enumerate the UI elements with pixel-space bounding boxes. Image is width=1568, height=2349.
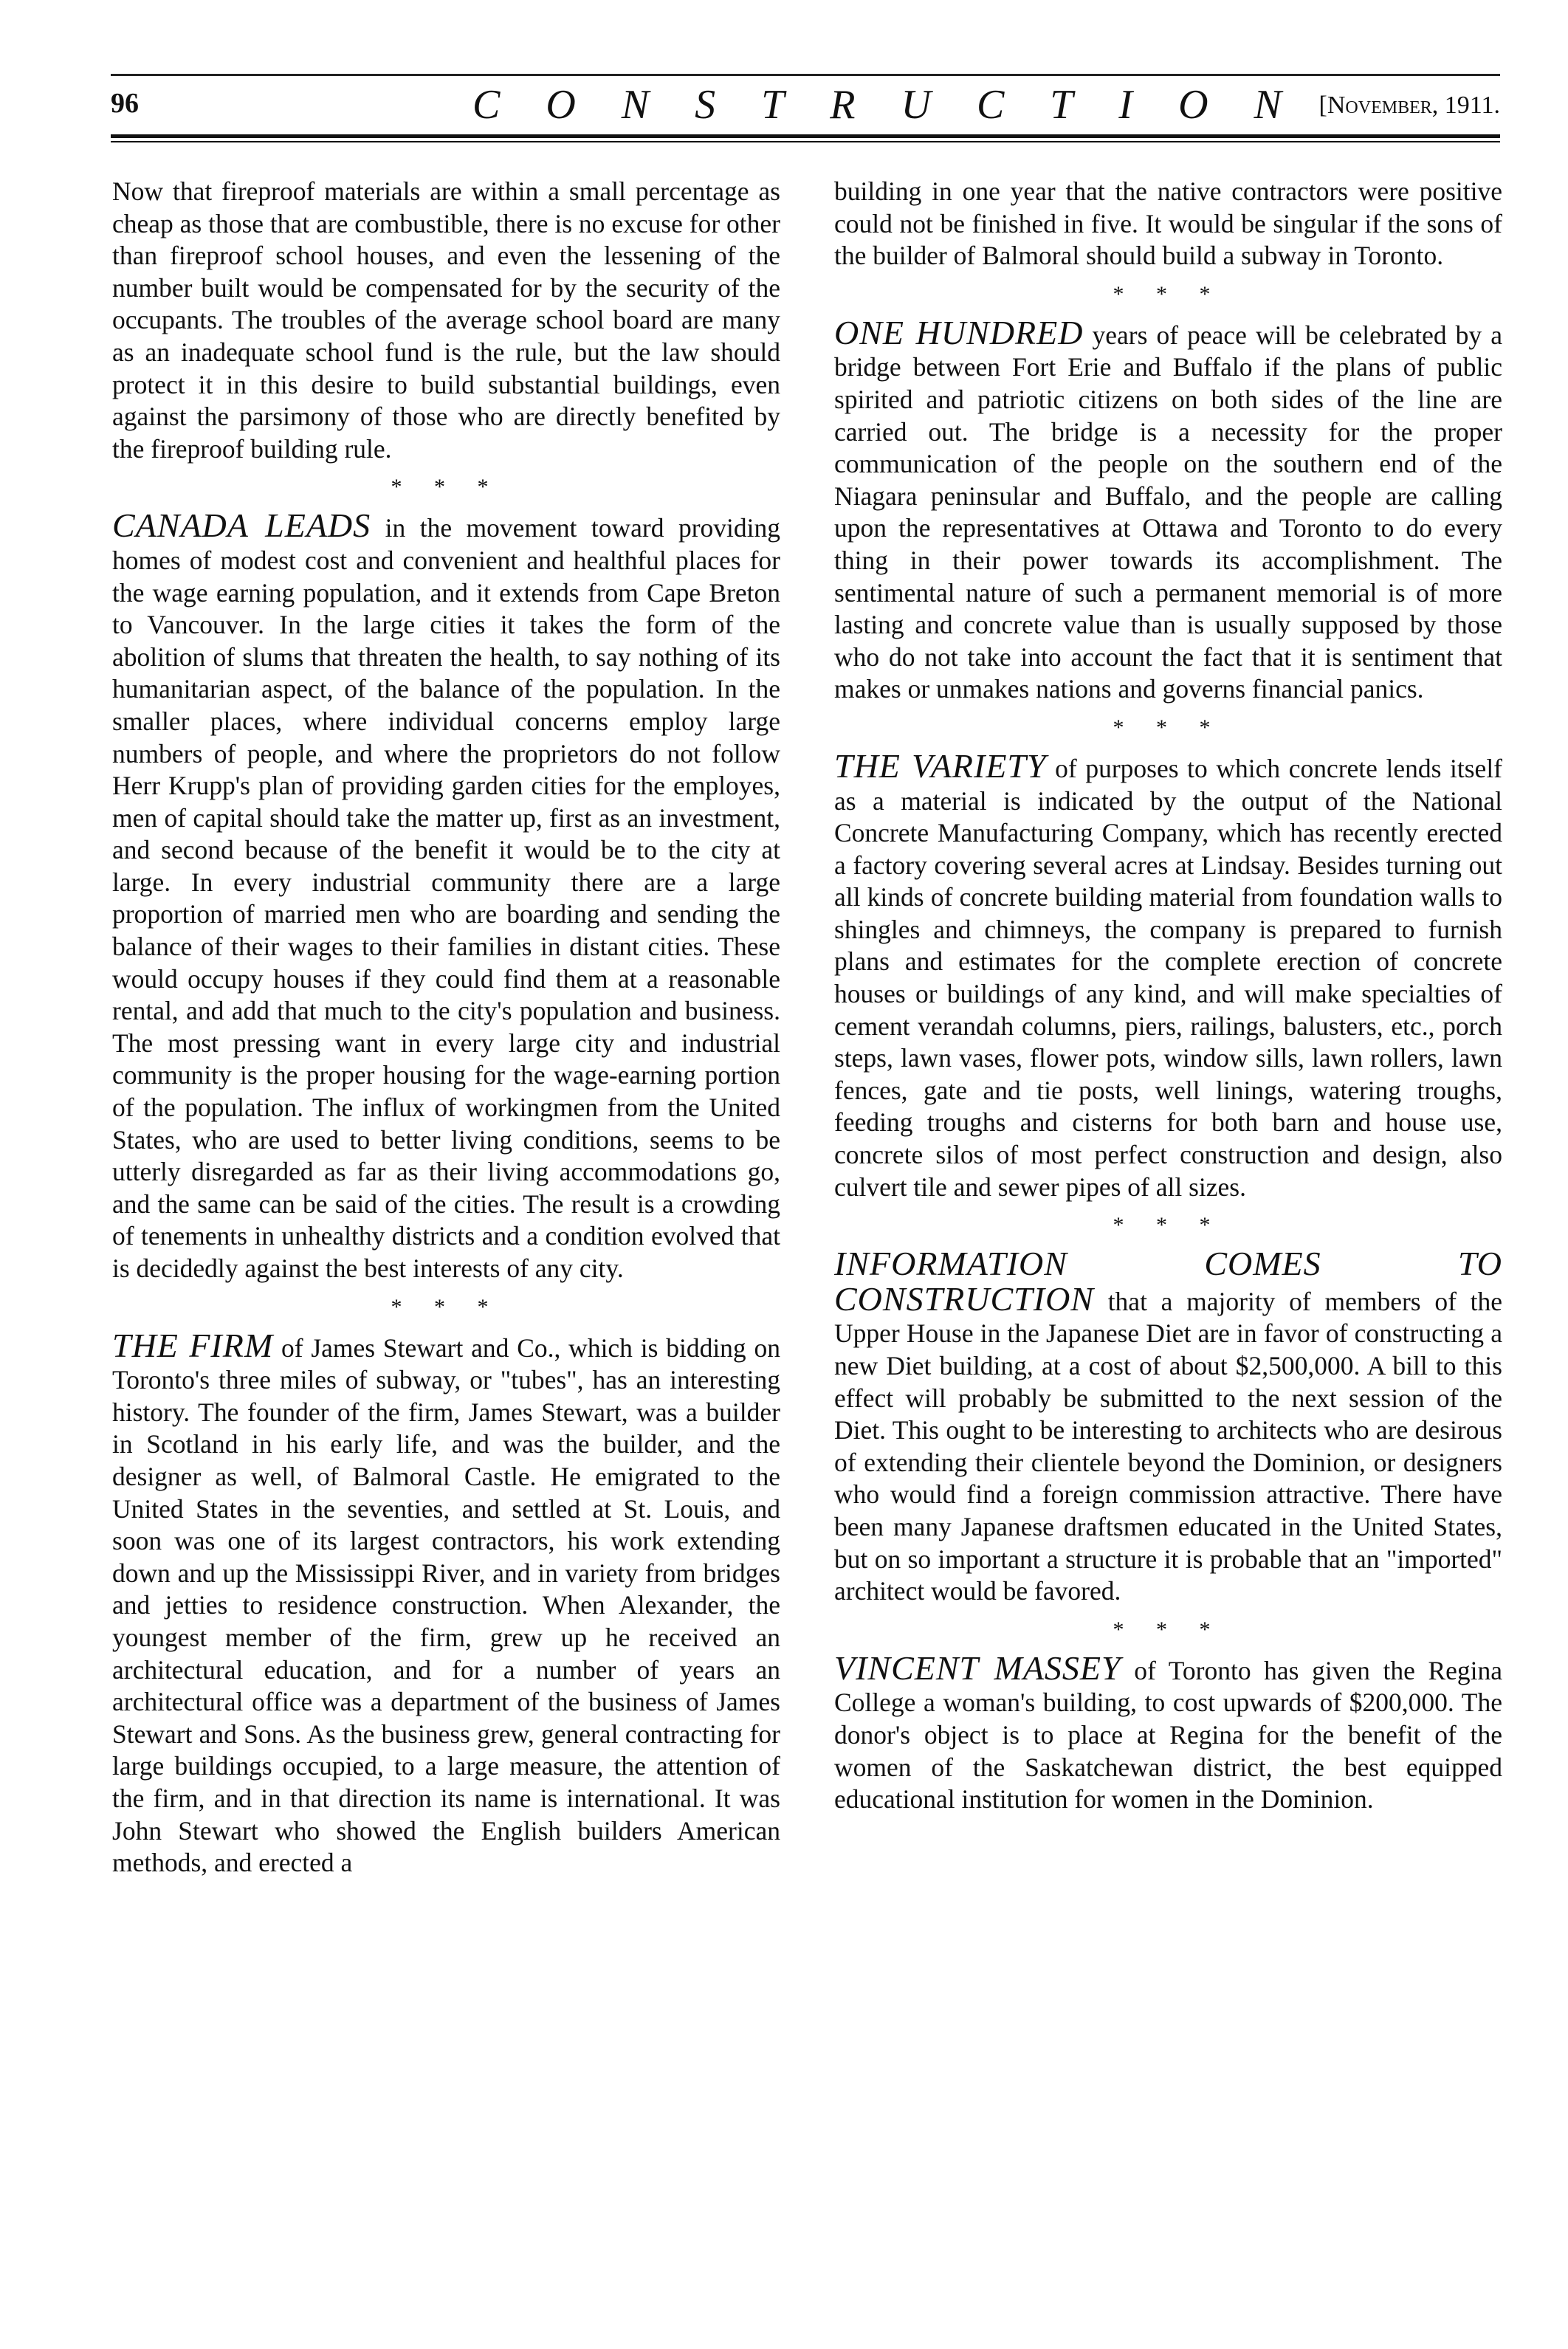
article-canada-leads <box>112 506 780 1284</box>
article-the-firm-continued: building in one year that the native contractors were positive could not be finished in five. It would be singular if the sons of the builder of Balmoral should build a subway in Toronto. <box>834 176 1502 271</box>
header-rule-bottom <box>111 134 1500 138</box>
article-lead: VINCENT MASSEY <box>834 1648 1121 1687</box>
section-separator: * * * <box>391 475 502 500</box>
header-rule-bottom-thin <box>111 141 1500 142</box>
article-body: of Toronto has given the Regina College a woman's building, to cost upwards of $200,000. The donor's object is to place at Regina for the benefit of the women of the Saskatchewan district, the best equipped educational institution for women in the Dominion. <box>834 1655 1503 1815</box>
article-vincent-massey <box>834 1648 1503 1816</box>
running-header <box>111 81 1500 127</box>
header-rule-top <box>111 74 1500 76</box>
article-body: in the movement toward providing homes of modest cost and convenient and healthful places for the wage earning population, and it extends from Cape Breton to Vancouver. In the large cities it takes the form of the abolition of slums that threaten the health, to say nothing of its humanitarian aspect, of the balance of the population. In the smaller places, where individual concerns employ large numbers of people, and where the proprietors do not follow Herr Krupp's plan of providing garden cities for the employes, men of capital should take the matter up, first as an investment, and second because of the benefit it would be to the city at large. In every industrial community there are a large proportion of married men who are boarding and sending the balance of their wages to their families in distant cities. These would occupy houses if they could find them at a reasonable rental, and add that much to the city's population and business. The most pressing want in every large city and industrial community is the proper housing for the wage-earning portion of the population. The influx of workingmen from the United States, who are used to better living conditions, seems to be utterly disregarded as far as their living accommodations go, and the same can be said of the cities. The result is a crowding of tenements in unhealthy districts and a condition evolved that is decidedly against the best interests of any city. <box>112 513 780 1283</box>
right-column <box>834 176 1502 1816</box>
article-body: years of peace will be celebrated by a bridge between Fort Erie and Buffalo if the plans of public spirited and patriotic citizens on both sides of the line are carried out. The bridge is a necessity for the proper communication of the people on the southern end of the Niagara peninsular and Buffalo, and the people are calling upon the representatives at Ottawa and Toronto to do every thing in their power towards its accomplishment. The sentimental nature of such a permanent memorial is of more lasting and concrete value than is usually supposed by those who do not take into account the fact that it is sentiment that makes or unmakes nations and governs financial panics. <box>834 320 1502 704</box>
article-fireproof-schools: Now that fireproof materials are within a small percentage as cheap as those that are combustible, there is no excuse for other than fireproof school houses, and even the lessening of the number built would be compensated for by the security of the occupants. The troubles of the average school board are many as an inadequate school fund is the rule, but the law should protect it in this desire to build substantial buildings, even against the parsimony of those who are directly benefited by the fireproof building rule. <box>112 176 780 464</box>
article-lead: INFORMATION COMES TO CONSTRUCTION <box>834 1245 1502 1318</box>
article-body: of James Stewart and Co., which is bidding on Toronto's three miles of subway, or "tubes", has an interesting history. The founder of the firm, James Stewart, was a builder in Scotland in his early life, and was the builder, and the designer as well, of Balmoral Castle. He emigrated to the United States in the seventies, and settled at St. Louis, and soon was one of its largest contractors, his work extending down and up the Mississippi River, and in variety from bridges and jetties to residence construction. When Alexander, the youngest member of the firm, grew up he received an architectural education, and for a number of years an architectural office was a department of the business of James Stewart and Sons. As the business grew, general contracting for large buildings occupied, to a large measure, the attention of the firm, and in that direction its name is international. It was John Stewart who showed the English builders American methods, and erected a <box>112 1332 780 1878</box>
article-information <box>834 1245 1502 1608</box>
section-separator: * * * <box>1113 715 1224 740</box>
article-the-variety <box>834 746 1503 1203</box>
publication-title: CONSTRUCTION <box>472 82 1327 128</box>
page-number: 96 <box>111 88 139 119</box>
left-column <box>112 176 780 1879</box>
section-separator: * * * <box>1113 1617 1224 1642</box>
article-body: of purposes to which concrete lends itself as a material is indicated by the output of the National Concrete Manufacturing Company, which has recently erected a factory covering several acres at Lindsay. Besides turning out all kinds of concrete building material from foundation walls to shingles and chimneys, the company is prepared to furnish plans and estimates for the complete erection of concrete houses or buildings of any kind, and will make specialties of cement verandah columns, piers, railings, balusters, etc., porch steps, lawn vases, flower pots, window sills, lawn rollers, lawn fences, gate and tie posts, well linings, watering troughs, feeding troughs and cisterns for both barn and house use, concrete silos of most perfect construction and design, also culvert tile and sewer pipes of all sizes. <box>834 753 1503 1202</box>
article-lead: ONE HUNDRED <box>834 313 1084 351</box>
article-lead: CANADA LEADS <box>112 506 371 545</box>
section-separator: * * * <box>1113 1213 1224 1238</box>
issue-date: [November, 1911. <box>1318 92 1500 119</box>
section-separator: * * * <box>391 1294 502 1319</box>
article-lead: THE FIRM <box>112 1326 274 1364</box>
article-lead: THE VARIETY <box>834 746 1047 785</box>
section-separator: * * * <box>1113 281 1224 306</box>
article-body: that a majority of members of the Upper House in the Japanese Diet are in favor of constructing a new Diet building, at a cost of about $2,500,000. A bill to this effect will probably be submitted to the next session of the Diet. This ought to be interesting to architects who are desirous of extending their clientele beyond the Dominion, or designers who would find a foreign commission attractive. There have been many Japanese draftsmen educated in the United States, but on so important a structure it is probable that an "imported" architect would be favored. <box>834 1286 1502 1606</box>
article-the-firm <box>112 1326 780 1879</box>
article-one-hundred-years <box>834 313 1502 706</box>
